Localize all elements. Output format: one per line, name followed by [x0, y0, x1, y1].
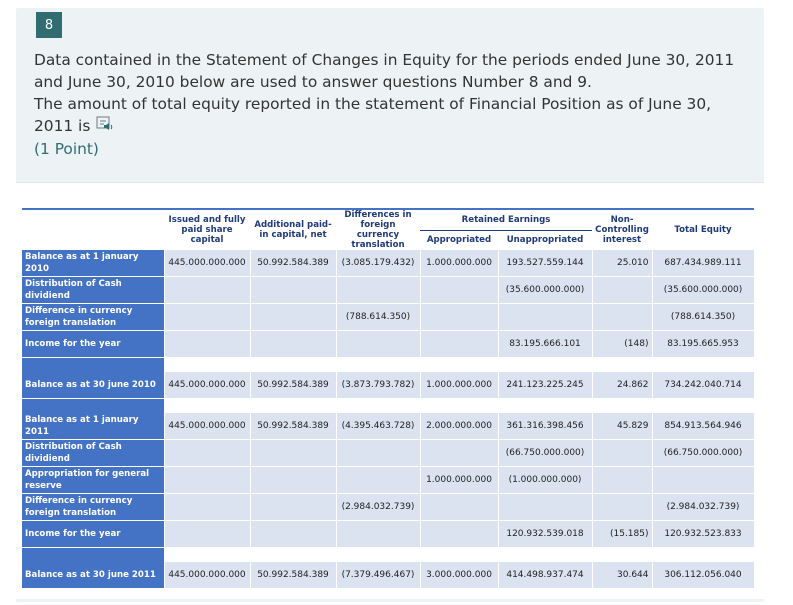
cell-additional [250, 440, 336, 467]
question-text [34, 49, 754, 160]
cell-issued [164, 440, 250, 467]
cell-unappropriated [498, 304, 592, 331]
cell-noncontrolling [592, 494, 652, 521]
cell-differences [336, 521, 420, 548]
cell-differences [336, 440, 420, 467]
header-unappropriated: Unappropriated [498, 230, 592, 250]
cell-noncontrolling [592, 304, 652, 331]
cell-differences: (4.395.463.728) [336, 413, 420, 440]
cell-total: (788.614.350) [652, 304, 754, 331]
cell-unappropriated: (35.600.000.000) [498, 277, 592, 304]
cell-total: 687.434.989.111 [652, 250, 754, 277]
table-row [22, 494, 754, 521]
cell-issued [164, 467, 250, 494]
spacer-cell [250, 548, 336, 563]
cell-total [652, 467, 754, 494]
cell-appropriated [420, 304, 498, 331]
row-label: Balance as at 1 january 2010 [22, 250, 164, 277]
cell-issued [164, 331, 250, 358]
spacer-cell [336, 548, 420, 563]
table-spacer-row [22, 548, 754, 563]
header-total-equity: Total Equity [652, 209, 754, 250]
cell-differences: (788.614.350) [336, 304, 420, 331]
cell-noncontrolling: (148) [592, 331, 652, 358]
cell-total: 306.112.056.040 [652, 562, 754, 589]
cell-total: 734.242.040.714 [652, 372, 754, 399]
cell-appropriated [420, 494, 498, 521]
table-row [22, 440, 754, 467]
cell-total: (2.984.032.739) [652, 494, 754, 521]
spacer-cell [22, 399, 164, 414]
table-row [22, 413, 754, 440]
table-row [22, 304, 754, 331]
header-differences: Differences in foreign currency translation [336, 209, 420, 250]
row-label: Balance as at 30 june 2010 [22, 372, 164, 399]
cell-issued [164, 494, 250, 521]
row-label: Difference in currency foreign translation [22, 304, 164, 331]
cell-total: 83.195.665.953 [652, 331, 754, 358]
row-label: Income for the year [22, 521, 164, 548]
cell-unappropriated: 414.498.937.474 [498, 562, 592, 589]
cell-noncontrolling: (15.185) [592, 521, 652, 548]
spacer-cell [652, 399, 754, 414]
table-row [22, 562, 754, 589]
table-row [22, 250, 754, 277]
question-line-2-text: The amount of total equity reported in the statement of Financial Position as of June 30, 2011 is [34, 95, 712, 135]
cell-appropriated: 1.000.000.000 [420, 250, 498, 277]
speaker-icon[interactable] [96, 116, 114, 138]
spacer-cell [420, 358, 498, 373]
table-row [22, 467, 754, 494]
cell-total: 854.913.564.946 [652, 413, 754, 440]
cell-appropriated [420, 331, 498, 358]
cell-unappropriated: 120.932.539.018 [498, 521, 592, 548]
spacer-cell [592, 358, 652, 373]
cell-issued: 445.000.000.000 [164, 372, 250, 399]
cell-appropriated [420, 277, 498, 304]
cell-total: 120.932.523.833 [652, 521, 754, 548]
spacer-cell [592, 548, 652, 563]
cell-issued [164, 304, 250, 331]
cell-issued: 445.000.000.000 [164, 413, 250, 440]
cell-unappropriated [498, 494, 592, 521]
spacer-cell [250, 399, 336, 414]
spacer-cell [498, 358, 592, 373]
cell-additional [250, 331, 336, 358]
header-retained-earnings: Retained Earnings [420, 209, 592, 230]
cell-differences [336, 467, 420, 494]
spacer-cell [420, 399, 498, 414]
row-label: Balance as at 1 january 2011 [22, 413, 164, 440]
cell-issued [164, 277, 250, 304]
cell-issued [164, 521, 250, 548]
header-blank [22, 209, 164, 250]
cell-differences: (7.379.496.467) [336, 562, 420, 589]
cell-differences: (3.085.179.432) [336, 250, 420, 277]
cell-noncontrolling: 45.829 [592, 413, 652, 440]
cell-issued: 445.000.000.000 [164, 250, 250, 277]
spacer-cell [592, 399, 652, 414]
cell-appropriated [420, 440, 498, 467]
spacer-cell [498, 548, 592, 563]
spacer-cell [420, 548, 498, 563]
cell-additional: 50.992.584.389 [250, 372, 336, 399]
cell-differences: (2.984.032.739) [336, 494, 420, 521]
cell-unappropriated: (1.000.000.000) [498, 467, 592, 494]
spacer-cell [652, 548, 754, 563]
table-spacer-row [22, 399, 754, 414]
cell-noncontrolling [592, 277, 652, 304]
row-label: Distribution of Cash dividiend [22, 440, 164, 467]
row-label: Difference in currency foreign translation [22, 494, 164, 521]
spacer-cell [336, 358, 420, 373]
equity-statement-table [22, 208, 755, 589]
cell-appropriated: 1.000.000.000 [420, 372, 498, 399]
cell-total: (66.750.000.000) [652, 440, 754, 467]
table-spacer-row [22, 358, 754, 373]
row-label: Distribution of Cash dividiend [22, 277, 164, 304]
spacer-cell [336, 399, 420, 414]
spacer-cell [164, 399, 250, 414]
cell-noncontrolling: 24.862 [592, 372, 652, 399]
cell-additional: 50.992.584.389 [250, 250, 336, 277]
table-row [22, 277, 754, 304]
table-row [22, 372, 754, 399]
question-card [16, 8, 764, 602]
cell-unappropriated: (66.750.000.000) [498, 440, 592, 467]
cell-additional: 50.992.584.389 [250, 413, 336, 440]
cell-additional [250, 467, 336, 494]
spacer-cell [652, 358, 754, 373]
cell-unappropriated: 241.123.225.245 [498, 372, 592, 399]
cell-appropriated [420, 521, 498, 548]
question-line-1: Data contained in the Statement of Changes in Equity for the periods ended June 30, 2011 and June 30, 2010 below are used to answer questions Number 8 and 9. [34, 51, 735, 91]
spacer-cell [164, 548, 250, 563]
spacer-cell [22, 358, 164, 373]
cell-additional: 50.992.584.389 [250, 562, 336, 589]
row-label: Appropriation for general reserve [22, 467, 164, 494]
cell-issued: 445.000.000.000 [164, 562, 250, 589]
spacer-cell [498, 399, 592, 414]
equity-statement-image [16, 182, 764, 599]
cell-unappropriated: 83.195.666.101 [498, 331, 592, 358]
spacer-cell [22, 548, 164, 563]
row-label: Income for the year [22, 331, 164, 358]
cell-unappropriated: 193.527.559.144 [498, 250, 592, 277]
cell-noncontrolling: 30.644 [592, 562, 652, 589]
cell-additional [250, 521, 336, 548]
cell-differences [336, 331, 420, 358]
question-line-2 [34, 93, 754, 138]
cell-noncontrolling [592, 467, 652, 494]
question-number-badge: 8 [36, 12, 62, 38]
cell-noncontrolling: 25.010 [592, 250, 652, 277]
cell-appropriated: 1.000.000.000 [420, 467, 498, 494]
header-noncontrolling: Non-Controlling interest [592, 209, 652, 250]
header-additional: Additional paid-in capital, net [250, 209, 336, 250]
question-points: (1 Point) [34, 139, 99, 158]
spacer-cell [250, 358, 336, 373]
cell-noncontrolling [592, 440, 652, 467]
cell-appropriated: 3.000.000.000 [420, 562, 498, 589]
row-label: Balance as at 30 june 2011 [22, 562, 164, 589]
cell-appropriated: 2.000.000.000 [420, 413, 498, 440]
cell-differences: (3.873.793.782) [336, 372, 420, 399]
cell-unappropriated: 361.316.398.456 [498, 413, 592, 440]
cell-total: (35.600.000.000) [652, 277, 754, 304]
header-appropriated: Appropriated [420, 230, 498, 250]
spacer-cell [164, 358, 250, 373]
table-row [22, 331, 754, 358]
cell-additional [250, 494, 336, 521]
cell-additional [250, 304, 336, 331]
cell-additional [250, 277, 336, 304]
header-issued: Issued and fully paid share capital [164, 209, 250, 250]
cell-differences [336, 277, 420, 304]
table-row [22, 521, 754, 548]
